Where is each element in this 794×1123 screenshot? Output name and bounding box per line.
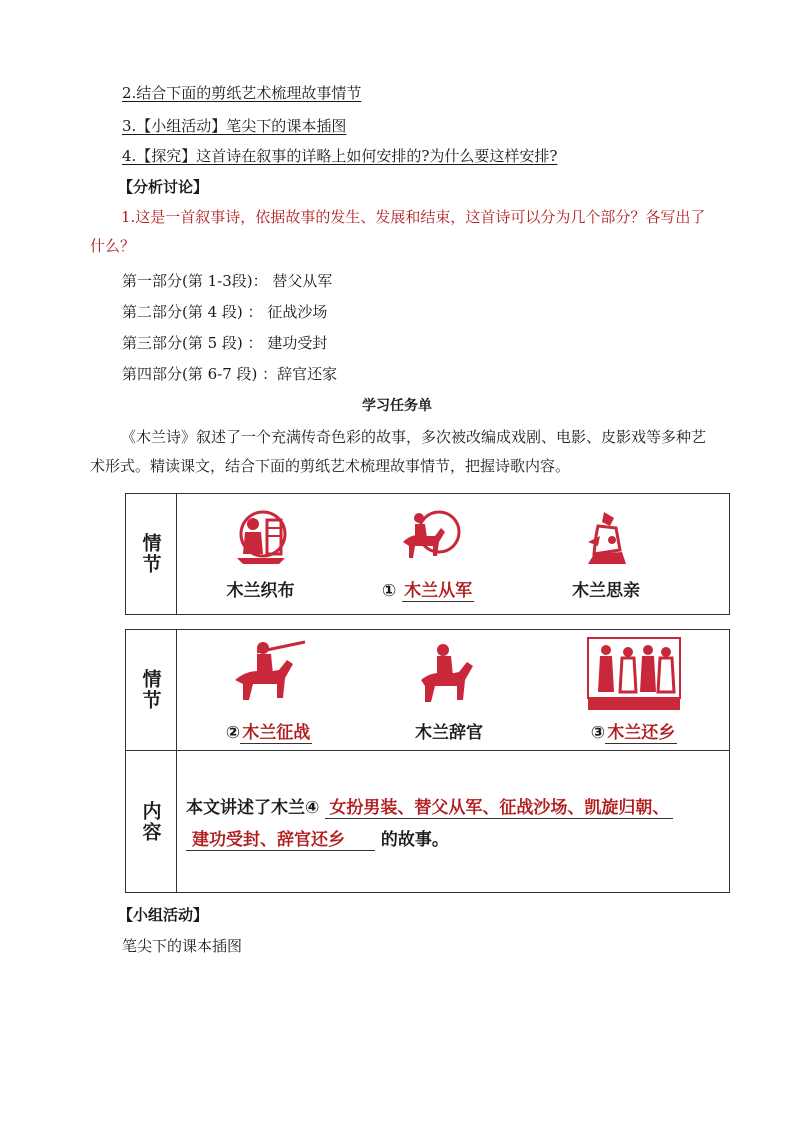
content-suffix: 的故事。 [380,830,449,850]
plot-table-2 [125,629,730,893]
plot-table-1 [125,493,730,615]
outline-item-4: 4.【探究】这首诗在叙事的详略上如何安排的?为什么要这样安排? [122,147,558,165]
table1-caption-3: 木兰思亲 [572,581,640,601]
part-4: 第四部分(第 6-7 段) ：辞官还家 [122,365,338,383]
table2-cell-battle [194,636,344,743]
group-activity-text: 笔尖下的课本插图 [122,937,243,955]
papercut-weaving-icon [229,506,293,570]
table1-cell-weaving [188,506,333,601]
table1-cell-missing-family [526,506,686,601]
table2-cell-resign [374,636,524,743]
analysis-question: 1.这是一首叙事诗，依据故事的发生、发展和结束，这首诗可以分为几个部分？各写出了什么？ [90,208,706,255]
part-3: 第三部分(第 5 段) ： 建功受封 [122,334,328,352]
outline-item-2: 2.结合下面的剪纸艺术梳理故事情节 [122,84,362,102]
analysis-heading: 【分析讨论】 [118,178,209,196]
table1-row-label: 情节 [126,494,177,614]
group-activity-heading: 【小组活动】 [118,906,209,924]
content-prefix: 本文讲述了木兰④ [186,798,320,818]
table1-caption-2: ① 木兰从军 [381,581,473,601]
table2-divider [126,750,729,751]
papercut-girl-icon [574,506,638,570]
table1-caption-1: 木兰织布 [226,581,295,601]
papercut-homecoming-icon [586,636,682,712]
papercut-horse-rider-icon [393,506,463,570]
table2-caption-2: 木兰辞官 [415,723,483,743]
outline-item-3: 3.【小组活动】笔尖下的课本插图 [122,117,347,135]
table2-row-label: 情节 [126,630,177,750]
table2-cell-homecoming [554,636,714,743]
table2-caption-1: ② 木兰征战 [225,723,311,743]
content-answer-1: 女扮男装、替父从军、征战沙场、凯旋归朝、 [325,798,673,819]
table2-content-label: 内容 [126,751,177,892]
table1-cell-enlist [348,506,508,601]
content-answer-2: 建功受封、辞官还乡 [186,830,375,851]
table2-caption-3: ③ 木兰还乡 [590,723,676,743]
papercut-battle-icon [227,636,311,712]
part-2: 第二部分(第 4 段) ： 征战沙场 [122,303,328,321]
part-1: 第一部分(第 1-3段)： 替父从军 [122,272,333,290]
table2-content-text [186,792,726,856]
task-sheet-title: 学习任务单 [362,398,432,414]
papercut-horse-rider-icon [411,636,487,712]
task-sheet-intro: 《木兰诗》叙述了一个充满传奇色彩的故事，多次被改编成戏剧、电影、皮影戏等多种艺术形式。精读课文，结合下面的剪纸艺术梳理故事情节，把握诗歌内容。 [90,428,707,475]
